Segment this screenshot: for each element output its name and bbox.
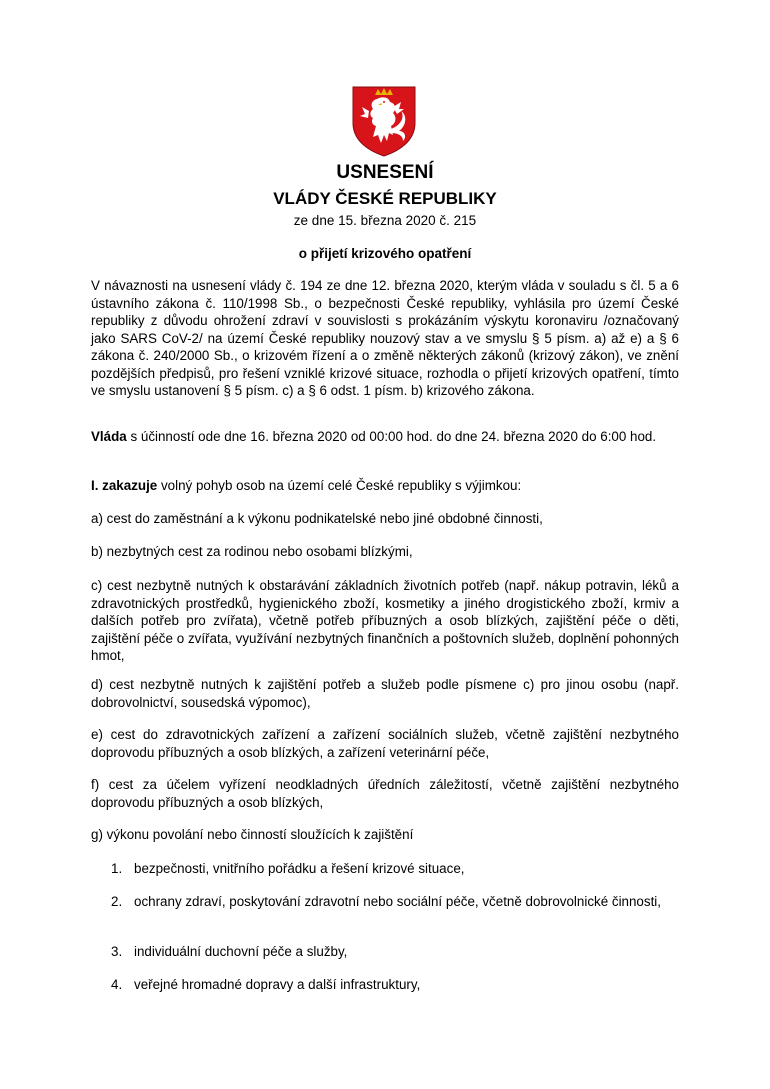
sublist-number: 3.	[111, 944, 123, 959]
sublist-text: veřejné hromadné dopravy a další infrastruktury,	[134, 977, 421, 992]
sublist-number: 1.	[111, 861, 123, 876]
sublist-number: 2.	[111, 894, 123, 909]
item-d: d) cest nezbytně nutných k zajištění potřeb a služeb podle písmene c) pro jinou osobu (např. dobrovolnictví, sousedská výpomoc),	[91, 677, 679, 710]
vlada-text: s účinností ode dne 16. března 2020 od 00:00 hod. do dne 24. března 2020 do 6:00 hod.	[126, 429, 657, 444]
document-title: USNESENÍ	[336, 162, 434, 183]
item-e: e) cest do zdravotnických zařízení a zařízení sociálních služeb, včetně zajištění nezbytného doprovodu příbuzných a osob blízkých, a zařízení veterinární péče,	[91, 727, 679, 760]
item-f: f) cest za účelem vyřízení neodkladných úředních záležitostí, včetně zajištění nezbytného doprovodu příbuzných a osob blízkých,	[91, 777, 679, 810]
item-c: c) cest nezbytně nutných k obstarávání základních životních potřeb (např. nákup potravin, léků a zdravotnických prostředků, hygienického zboží, kosmetiky a jiného drogistického zboží, krmiv a dalších potřeb pro zvířata), včetně potřeb příbuzných a osob blízkých, zajištění péče o děti, zajištění péče o zvířata, využívání nezbytných finančních a poštovních služeb, doplnění pohonných hmot,	[91, 578, 679, 663]
sublist-text: ochrany zdraví, poskytování zdravotní nebo sociální péče, včetně dobrovolnické činnosti,	[134, 894, 661, 909]
vlada-bold: Vláda	[91, 429, 127, 444]
document-subtitle: VLÁDY ČESKÉ REPUBLIKY	[273, 189, 497, 208]
lion-coat-of-arms-icon	[351, 85, 417, 157]
section-i-text: volný pohyb osob na území celé České republiky s výjimkou:	[157, 478, 522, 493]
section-i-bold: I. zakazuje	[91, 478, 158, 493]
sublist-text: individuální duchovní péče a služby,	[134, 944, 348, 959]
intro-paragraph: V návaznosti na usnesení vlády č. 194 ze dne 12. března 2020, kterým vláda v souladu s čl. 5 a 6 ústavního zákona č. 110/1998 Sb., o bezpečnosti České republiky, vyhlásila pro území České republiky z důvodu ohrožení zdraví v souvislosti s prokázáním výskytu koronaviru /označovaný jako SARS CoV-2/ na území České republiky nouzový stav a ve smyslu § 5 písm. a) až e) a § 6 zákona č. 240/2000 Sb., o krizovém řízení a o změně některých zákonů (krizový zákon), ve znění pozdějších předpisů, pro řešení vzniklé krizové situace, rozhodla o přijetí krizových opatření, tímto ve smyslu ustanovení § 5 písm. c) a § 6 odst. 1 písm. b) krizového zákona.	[91, 278, 679, 398]
item-g: g) výkonu povolání nebo činností sloužících k zajištění	[91, 827, 414, 842]
vlada-paragraph	[91, 428, 679, 446]
document-date-line: ze dne 15. března 2020 č. 215	[293, 213, 477, 228]
sublist-number: 4.	[111, 977, 123, 992]
item-b: b) nezbytných cest za rodinou nebo osobami blízkými,	[91, 544, 413, 559]
sublist-text: bezpečnosti, vnitřního pořádku a řešení krizové situace,	[134, 861, 465, 876]
document-subject: o přijetí krizového opatření	[298, 246, 472, 261]
section-i-paragraph	[91, 477, 679, 495]
item-a: a) cest do zaměstnání a k výkonu podnikatelské nebo jiné obdobné činnosti,	[91, 511, 543, 526]
